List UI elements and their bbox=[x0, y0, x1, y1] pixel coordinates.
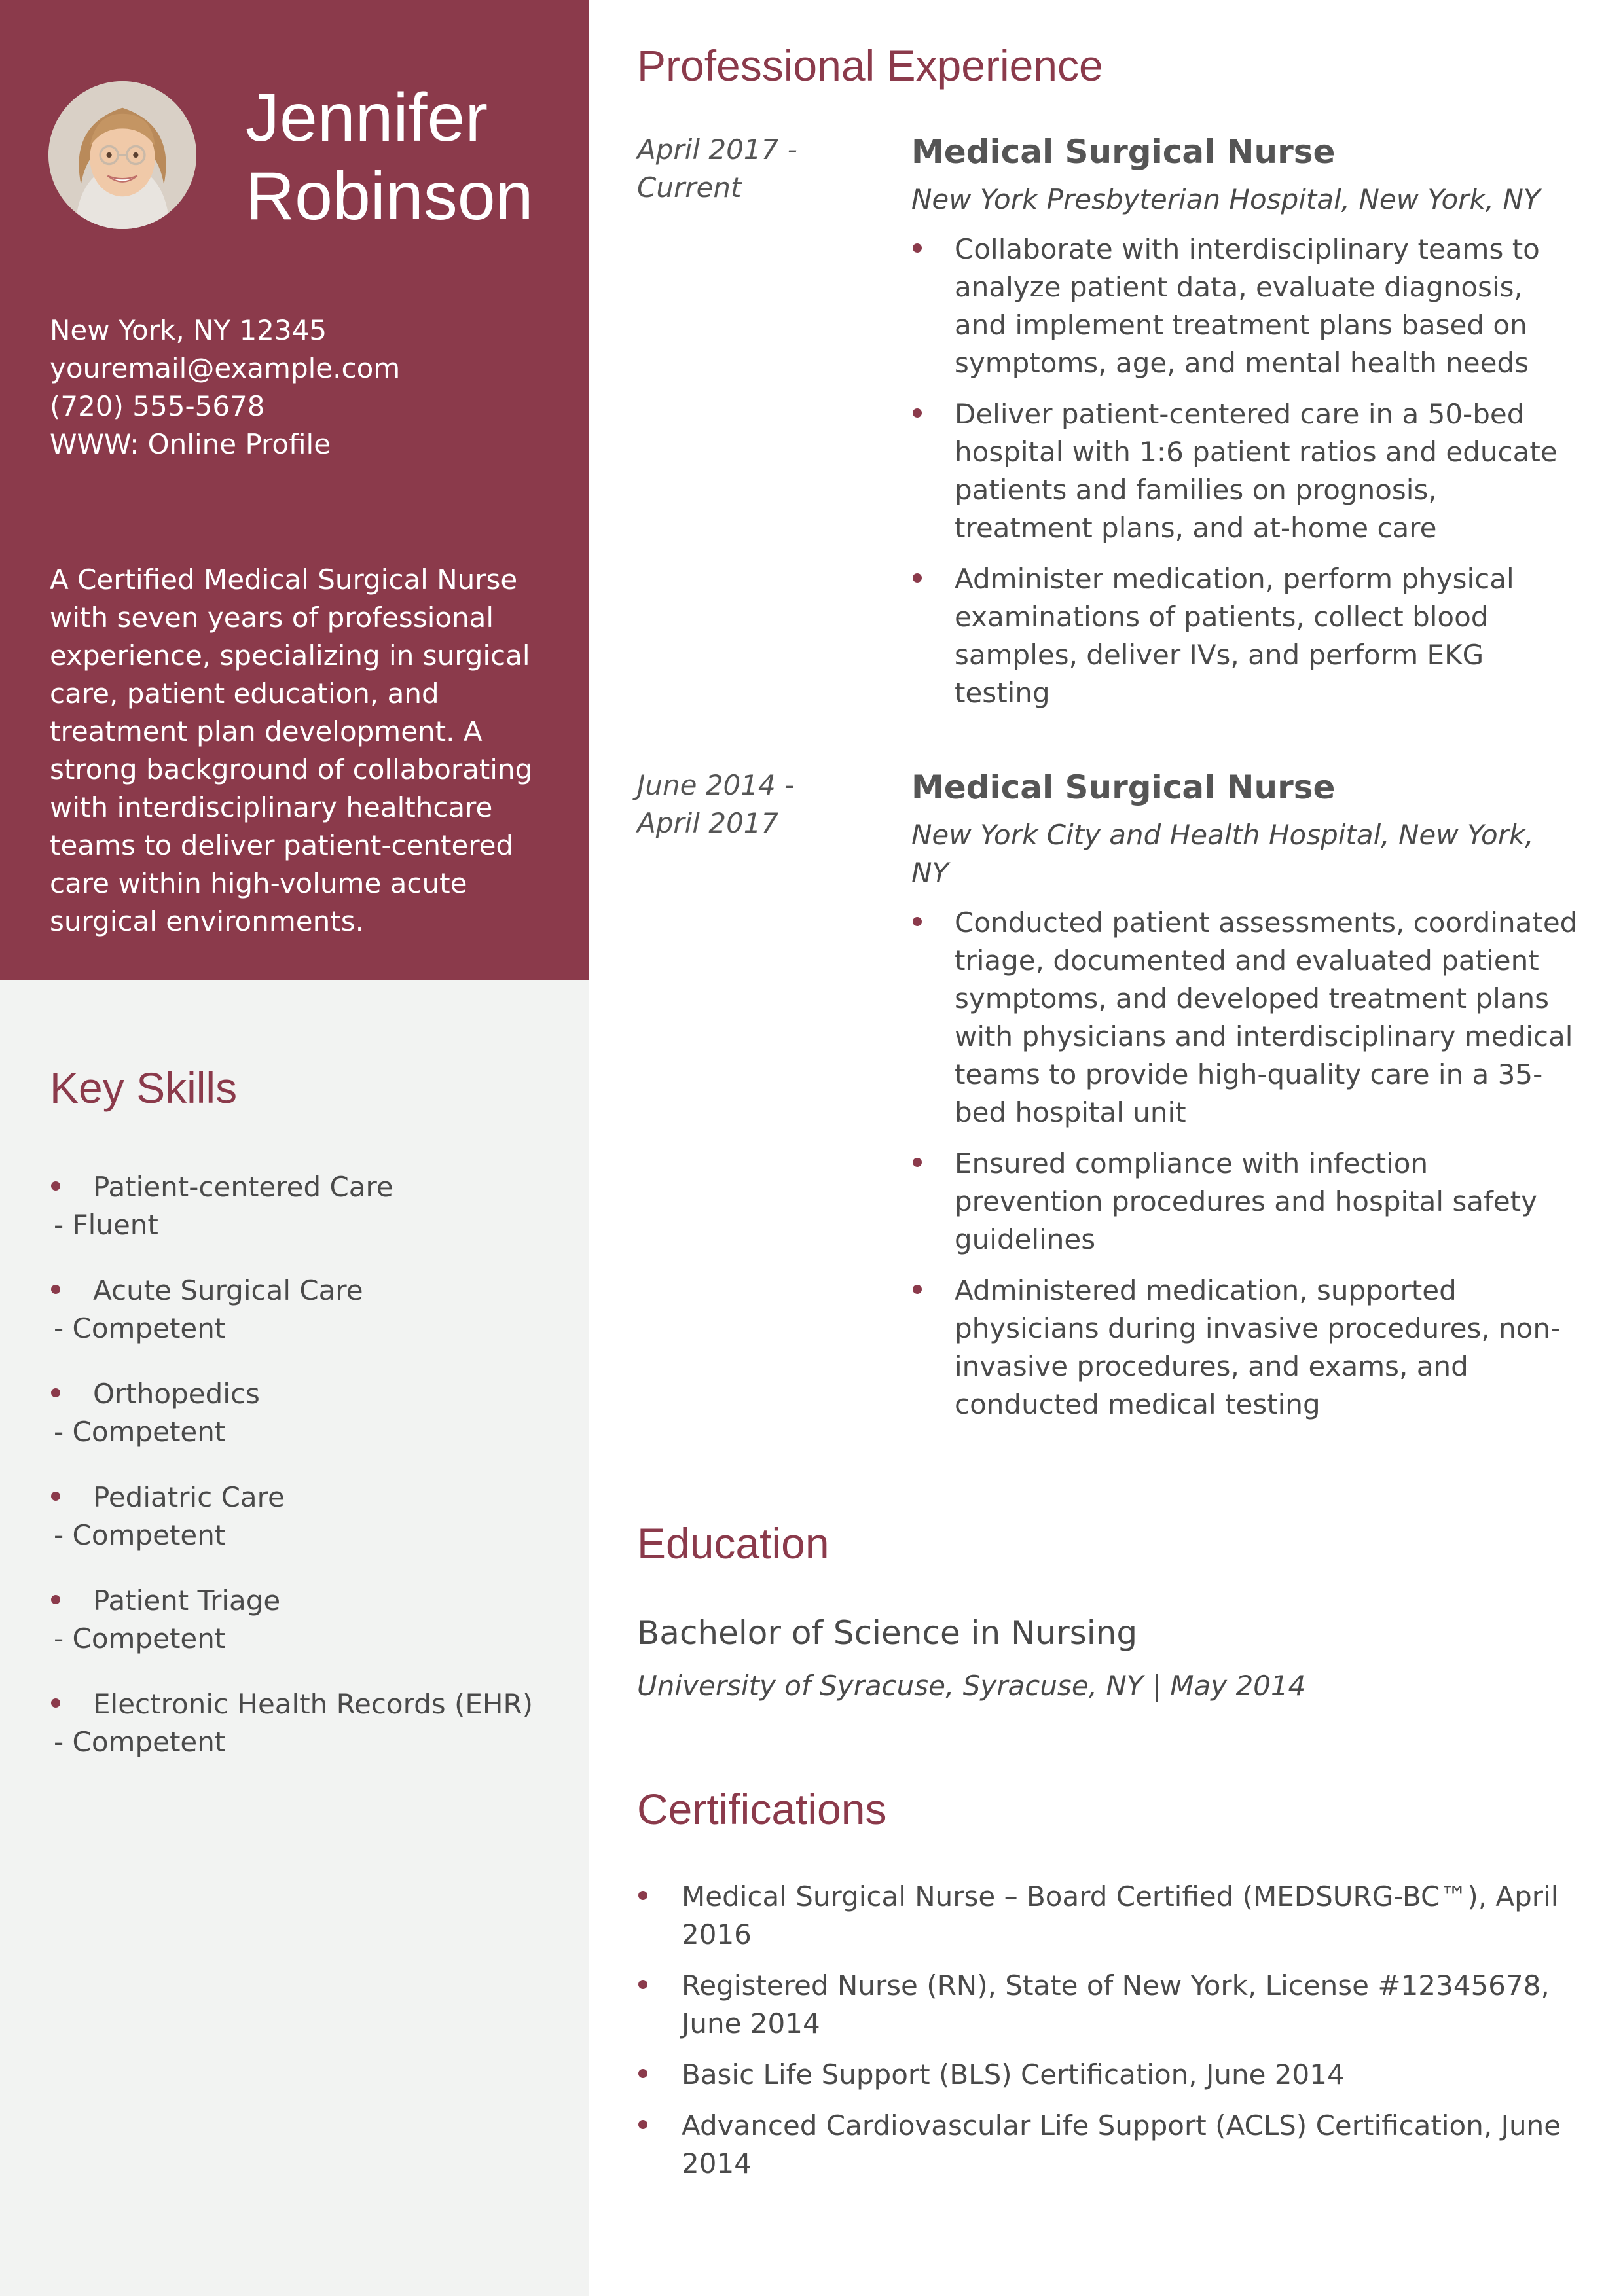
job-date-start: June 2014 - bbox=[637, 769, 795, 801]
skill-item bbox=[50, 1375, 574, 1451]
skill-name: Patient-centered Care bbox=[50, 1168, 574, 1206]
certifications-list bbox=[637, 1878, 1580, 2196]
job-title: Medical Surgical Nurse bbox=[911, 133, 1336, 171]
job-bullets bbox=[911, 230, 1580, 712]
certifications-heading: Certifications bbox=[637, 1785, 887, 1833]
job-bullet: Collaborate with interdisciplinary teams to analyze patient data, evaluate diagnosis, and implement treatment plans based on symptoms, age, and mental health needs bbox=[911, 230, 1580, 382]
skill-level: - Competent bbox=[54, 1519, 226, 1551]
job-dates bbox=[637, 766, 833, 842]
skill-item bbox=[50, 1685, 574, 1761]
profile-photo bbox=[48, 81, 196, 229]
skill-level: - Competent bbox=[54, 1623, 226, 1655]
candidate-name bbox=[246, 79, 573, 236]
contact-info bbox=[50, 312, 574, 463]
certification-item: Basic Life Support (BLS) Certification, June 2014 bbox=[637, 2056, 1580, 2094]
professional-summary: A Certified Medical Surgical Nurse with seven years of professional experience, specializing in surgical care, patient education, and treatment plan development. A strong background of collaborating with interdisciplinary healthcare teams to deliver patient-centered care within high-volume acute surgical environments. bbox=[50, 564, 533, 937]
skill-item bbox=[50, 1582, 574, 1658]
skill-level: - Competent bbox=[54, 1416, 226, 1448]
skill-name: Patient Triage bbox=[50, 1582, 574, 1620]
contact-address: New York, NY 12345 bbox=[50, 314, 327, 346]
first-name: Jennifer bbox=[246, 80, 488, 156]
skill-name: Electronic Health Records (EHR) bbox=[50, 1685, 574, 1723]
sidebar-header bbox=[0, 0, 589, 980]
skill-item bbox=[50, 1479, 574, 1554]
education-school: University of Syracuse, Syracuse, NY | May 2014 bbox=[637, 1670, 1306, 1702]
job-title: Medical Surgical Nurse bbox=[911, 768, 1336, 806]
skill-level: - Competent bbox=[54, 1726, 226, 1758]
job-employer: New York City and Health Hospital, New York, NY bbox=[911, 819, 1534, 889]
skill-name: Acute Surgical Care bbox=[50, 1272, 574, 1310]
job-date-start: April 2017 - bbox=[637, 134, 797, 166]
skill-level: - Fluent bbox=[54, 1209, 158, 1241]
certification-item: Medical Surgical Nurse – Board Certified (MEDSURG-BC™), April 2016 bbox=[637, 1878, 1580, 1954]
experience-heading: Professional Experience bbox=[637, 41, 1103, 90]
skill-item bbox=[50, 1168, 574, 1244]
contact-phone[interactable]: (720) 555-5678 bbox=[50, 390, 265, 422]
skills-list bbox=[50, 1168, 574, 1789]
skills-heading: Key Skills bbox=[50, 1064, 238, 1112]
education-heading: Education bbox=[637, 1519, 830, 1568]
job-bullet: Conducted patient assessments, coordinated triage, documented and evaluated patient symptoms, and developed treatment plans with physicians and interdisciplinary medical teams to provide high-quality care in a 35-bed hospital unit bbox=[911, 904, 1580, 1132]
education-degree: Bachelor of Science in Nursing bbox=[637, 1614, 1138, 1652]
job-details bbox=[911, 131, 1580, 725]
job-employer: New York Presbyterian Hospital, New York, NY bbox=[911, 183, 1541, 215]
job-bullet: Administer medication, perform physical examinations of patients, collect blood samples, deliver IVs, and perform EKG testing bbox=[911, 560, 1580, 712]
job-dates bbox=[637, 131, 833, 207]
skill-name: Pediatric Care bbox=[50, 1479, 574, 1516]
certification-item: Registered Nurse (RN), State of New York, License #12345678, June 2014 bbox=[637, 1967, 1580, 2043]
job-date-end: Current bbox=[637, 171, 742, 204]
job-date-end: April 2017 bbox=[637, 807, 779, 839]
job-bullet: Administered medication, supported physicians during invasive procedures, non-invasive procedures, and exams, and conducted medical testing bbox=[911, 1272, 1580, 1424]
job-bullet: Deliver patient-centered care in a 50-bed hospital with 1:6 patient ratios and educate patients and families on prognosis, treatment plans, and at-home care bbox=[911, 395, 1580, 547]
last-name: Robinson bbox=[246, 158, 534, 234]
contact-email[interactable]: youremail@example.com bbox=[50, 352, 401, 384]
job-bullets bbox=[911, 904, 1580, 1424]
skill-level: - Competent bbox=[54, 1312, 226, 1344]
certification-item: Advanced Cardiovascular Life Support (ACLS) Certification, June 2014 bbox=[637, 2107, 1580, 2183]
skill-name: Orthopedics bbox=[50, 1375, 574, 1413]
skill-item bbox=[50, 1272, 574, 1348]
job-bullet: Ensured compliance with infection prevention procedures and hospital safety guidelines bbox=[911, 1145, 1580, 1259]
contact-website[interactable]: WWW: Online Profile bbox=[50, 428, 331, 460]
job-details bbox=[911, 766, 1580, 1437]
portrait-illustration bbox=[48, 81, 196, 229]
